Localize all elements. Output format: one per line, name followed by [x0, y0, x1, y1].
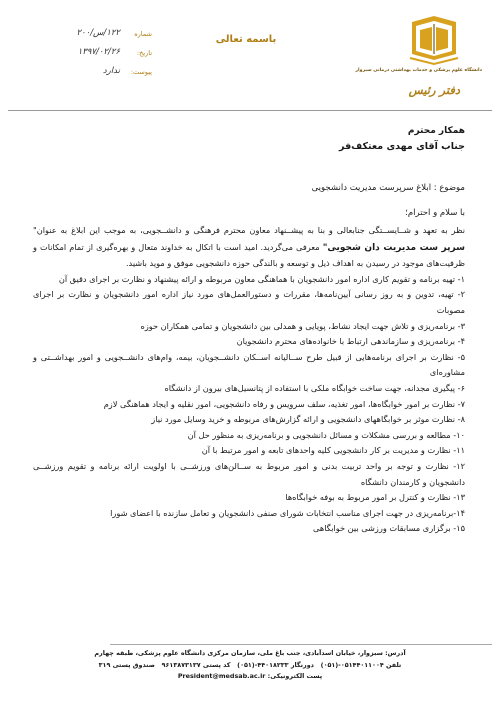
- addressee-name: جناب آقای مهدی معتکف‌فر: [339, 141, 465, 152]
- footer-postal-code: کد پستی ۹۶۱۳۸۷۳۱۳۷: [161, 660, 231, 669]
- motto: باسمه تعالی: [215, 34, 277, 45]
- letter-meta: [58, 30, 152, 87]
- appointment-title: سرپر ست مدیریت دان شجویی": [322, 242, 465, 253]
- duty-item: ۷- نظارت بر امور خوابگاه‌ها، امور تغذیه، سلف سرویس و رفاه دانشجویی، امور نقلیه و ایجاد هماهنگی لازم: [103, 398, 465, 409]
- duty-item: ۱۴-برنامه‌ریزی در جهت اجرای مناسب انتخابات شورای صنفی دانشجویان و تعامل سازنده با اعضای شورا: [110, 507, 465, 518]
- footer-contacts: [70, 660, 430, 672]
- footer-email[interactable]: President@medsab.ac.ir: [177, 672, 266, 680]
- university-logo: [355, 14, 482, 74]
- footer-address: آدرس: سبزوار، خیابان اسدآبادی، جنب باغ ملی، سازمان مرکزی دانشگاه علوم پزشکی، طبقه چهارم: [94, 649, 406, 657]
- intro-text-start: نظر به تعهد و شــایســتگی جنابعالی و بنا به پیشــنهاد معاون محترم فرهنگی و دانشــجویی، به موجب این ابلاغ به عنوان": [33, 225, 465, 235]
- letter-attachment-row: [58, 68, 152, 87]
- letter-date-label: تاریخ:: [136, 49, 152, 57]
- duty-item: ۱۰- مطالعه و بررسی مشکلات و مسائل دانشجویی و برنامه‌ریزی به منظور حل آن: [187, 429, 465, 440]
- duty-item: ۸- نظارت موثر بر خوابگاههای دانشجویی و ارائه گزارش‌های مربوطه و خرید وسایل مورد نیاز: [151, 414, 465, 425]
- logo-caption: دانشگاه علوم پزشکی و خدمات بهداشتی درمانی سبزوار: [355, 68, 482, 73]
- footer-email-line: [70, 671, 430, 683]
- footer-fax: دورنگار ۴۴۰۱۸۲۳۳-(۰۵۱): [237, 660, 314, 669]
- letter-subject: موضوع : ابلاغ سرپرست مدیریت دانشجویی: [311, 183, 465, 193]
- duty-item: ۱۱- نظارت و مدیریت بر کار دانشجویی کلیه واحدهای تابعه و امور مرتبط با آن: [201, 445, 465, 456]
- duty-item: ۴- برنامه‌ریزی و سازماندهی ارتباط با خانواده‌های محترم دانشجویان: [236, 336, 465, 347]
- footer-email-label: پست الکترونیکی:: [267, 672, 323, 680]
- duty-item: ۱۳- نظارت و کنترل بر امور مربوط به بوفه خوابگاه‌ها: [285, 492, 465, 503]
- intro-paragraph: [33, 223, 465, 272]
- addressee: [339, 124, 465, 154]
- duties-list: [33, 272, 465, 537]
- university-book-logo-icon: [406, 14, 462, 66]
- greeting: با سلام و احترام؛: [405, 208, 465, 218]
- letter-number-label: شماره: [134, 30, 152, 38]
- header-divider: [8, 110, 492, 111]
- duty-item: ۲- تهیه، تدوین و به روز رسانی آیین‌نامه‌ها، مقررات و دستورالعمل‌های مورد نیاز اداره امور دانشجویان و نظارت بر اجرای مصوبات: [33, 289, 465, 315]
- duty-item: ۵- نظارت بر اجرای برنامه‌هایی از قبیل طرح ســالیانه اســکان دانشــجویان، بیمه، وام‌های دانشــجویی و امور بهداشــتی و مشاوره‌ای: [33, 351, 465, 378]
- footer-phone: تلفن ۰۵۱۴۴۰۱۱۰۰۴-(۰۵۱): [320, 660, 402, 669]
- duty-item: ۱۲- نظارت و توجه بر واحد تربیت بدنی و امور مربوط به ســالن‌های ورزشــی با اولویت ارائه برنامه و تقویم ورزشــی دانشجویان و کارمندان دانشگاه: [33, 460, 465, 487]
- duty-item: ۱- تهیه برنامه و تقویم کاری اداره امور دانشجویان با هماهنگی معاون مربوطه و ارائه پیشنهاد و نظارت بر اجرای دقیق آن: [58, 273, 465, 284]
- duty-item: ۱۵- برگزاری مسابقات ورزشی بین خوابگاهی: [313, 523, 465, 534]
- letter-attachment-label: پیوست:: [130, 68, 152, 76]
- duty-item: ۳- برنامه‌ریزی و تلاش جهت ایجاد نشاط، پویایی و همدلی بین دانشجویان و تمامی همکاران حوزه: [140, 320, 465, 331]
- duty-item: ۶- پیگیری مجدانه، جهت ساخت خوابگاه ملکی با استفاده از پتانسیل‌های بیرون از دانشگاه: [164, 382, 465, 393]
- letter-footer: [70, 648, 430, 683]
- letterhead: [0, 0, 500, 110]
- letter-date: ۱۳۹۷/۰۲/۲۶: [77, 47, 120, 57]
- intro-text-end: معرفی می‌گردید. امید است با اتکال به خداوند متعال و بهره‌گیری از تمام امکانات و ظرفیت‌های موجود در رسیدن به اهداف ذیل و توسعه و بالندگی حوزه دانشجویی موفق و موید باشید.: [33, 241, 465, 269]
- addressee-title: همکار محترم: [407, 126, 465, 136]
- letter-attachment: ندارد: [102, 66, 120, 76]
- letter-number: ۱۲۲/س/۲۰۰: [76, 28, 120, 38]
- footer-divider: [110, 644, 492, 645]
- office-title: دفتر رئیس: [408, 83, 460, 97]
- letter-body: [33, 223, 465, 537]
- footer-po-box: صندوق پستی ۳۱۹: [98, 660, 155, 669]
